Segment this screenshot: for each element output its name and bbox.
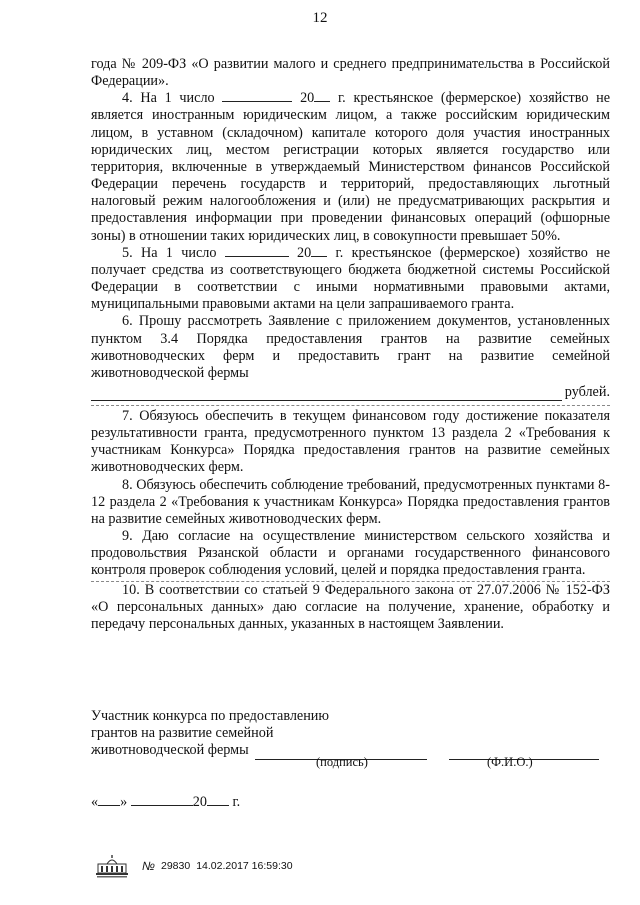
month-blank (131, 794, 193, 806)
government-building-logo-icon (94, 853, 130, 879)
day-blank (98, 794, 120, 806)
paragraph-7: 7. Обязуюсь обеспечить в текущем финансовом году достижение показателя результативности гранта, предусмотренного пунктом 13 раздела 2 «Требования к участникам Конкурса» Порядка предоставления грантов на развитие семейных животноводческих ферм. (91, 407, 610, 476)
signature-block (91, 708, 610, 760)
document-timestamp: 14.02.2017 16:59:30 (196, 860, 293, 872)
date-blank (222, 90, 292, 102)
grant-amount-row (91, 382, 610, 401)
year-suffix: г. (232, 794, 241, 810)
paragraph-9: 9. Даю согласие на осуществление министерством сельского хозяйства и продовольствия Рязанской области и органами государственного финансового контроля проверок соблюдения условий, целей и порядка предоставления гранта. (91, 528, 610, 579)
paragraph-5-lead: 5. На 1 число (122, 244, 217, 261)
paragraph-4-lead: 4. На 1 число (122, 90, 215, 107)
document-body (91, 56, 610, 633)
signature-caption-3: животноводческой фермы (91, 742, 249, 759)
paragraph-10: 10. В соответствии со статьей 9 Федерального закона от 27.07.2006 № 152-ФЗ «О персональных данных» даю согласие на получение, хранение, обработку и передачу персональных данных, указанных в настоящем Заявлении. (91, 581, 610, 632)
date-blank (225, 245, 289, 257)
paragraph-3-continuation: года № 209-ФЗ «О развитии малого и среднего предпринимательства в Российской Федерации». (91, 56, 610, 90)
year-blank (311, 245, 327, 257)
signature-label: (подпись) (316, 755, 368, 769)
page-number: 12 (312, 10, 328, 26)
paragraph-4 (91, 90, 610, 244)
close-quote: » (120, 794, 128, 810)
year-prefix: 20 (192, 794, 207, 810)
paragraph-5 (91, 245, 610, 314)
document-number: 29830 (161, 860, 191, 872)
year-prefix: 20 (300, 90, 315, 107)
paragraph-5-body: г. крестьянское (фермерское) хозяйство не получает средства из соответствующего бюджета бюджетной системы Российской Федерации в соответствии с иными нормативными правовыми актами, муниципальными правовыми актами на цели запрашиваемого гранта. (91, 244, 610, 313)
open-quote: « (91, 794, 99, 810)
rubles-label: рублей. (564, 383, 610, 400)
paragraph-6: 6. Прошу рассмотреть Заявление с приложением документов, установленных пунктом 3.4 Порядка предоставления грантов на развитие семейных животноводческих ферм и предоставить грант на развитие семейной животноводческой фермы (91, 313, 610, 381)
number-sign: № (142, 859, 155, 873)
fio-label: (Ф.И.О.) (487, 755, 533, 769)
paragraph-4-body: г. крестьянское (фермерское) хозяйство не является иностранным юридическим лицом, а также российским юридическим лицом, в уставном (складочном) капитале которого доля участия иностранных юридических лиц, местом регистрации которых является государство или территория, включенные в утверждаемый Министерством финансов Российской Федерации перечень государств и территорий, предоставляющих льготный налоговый режим налогообложения и (или) не предусматривающих раскрытия и предоставления информации при проведении финансовых операций (офшорные зоны) в отношении таких юридических лиц, в совокупности превышает 50%. (91, 90, 611, 244)
signature-caption-1: Участник конкурса по предоставлению (91, 708, 329, 724)
date-row (91, 794, 240, 811)
paragraph-8: 8. Обязуюсь обеспечить соблюдение требований, предусмотренных пунктами 8-12 раздела 2 «Требования к участникам Конкурса» Порядка предоставления грантов на развитие семейных животноводческих ферм. (91, 476, 610, 527)
document-footer (94, 852, 293, 880)
divider (91, 405, 610, 406)
year-blank (207, 794, 229, 806)
year-prefix: 20 (297, 244, 312, 261)
grant-amount-blank (91, 388, 562, 401)
year-blank (314, 90, 330, 102)
signature-caption-2: грантов на развитие семейной (91, 725, 274, 742)
